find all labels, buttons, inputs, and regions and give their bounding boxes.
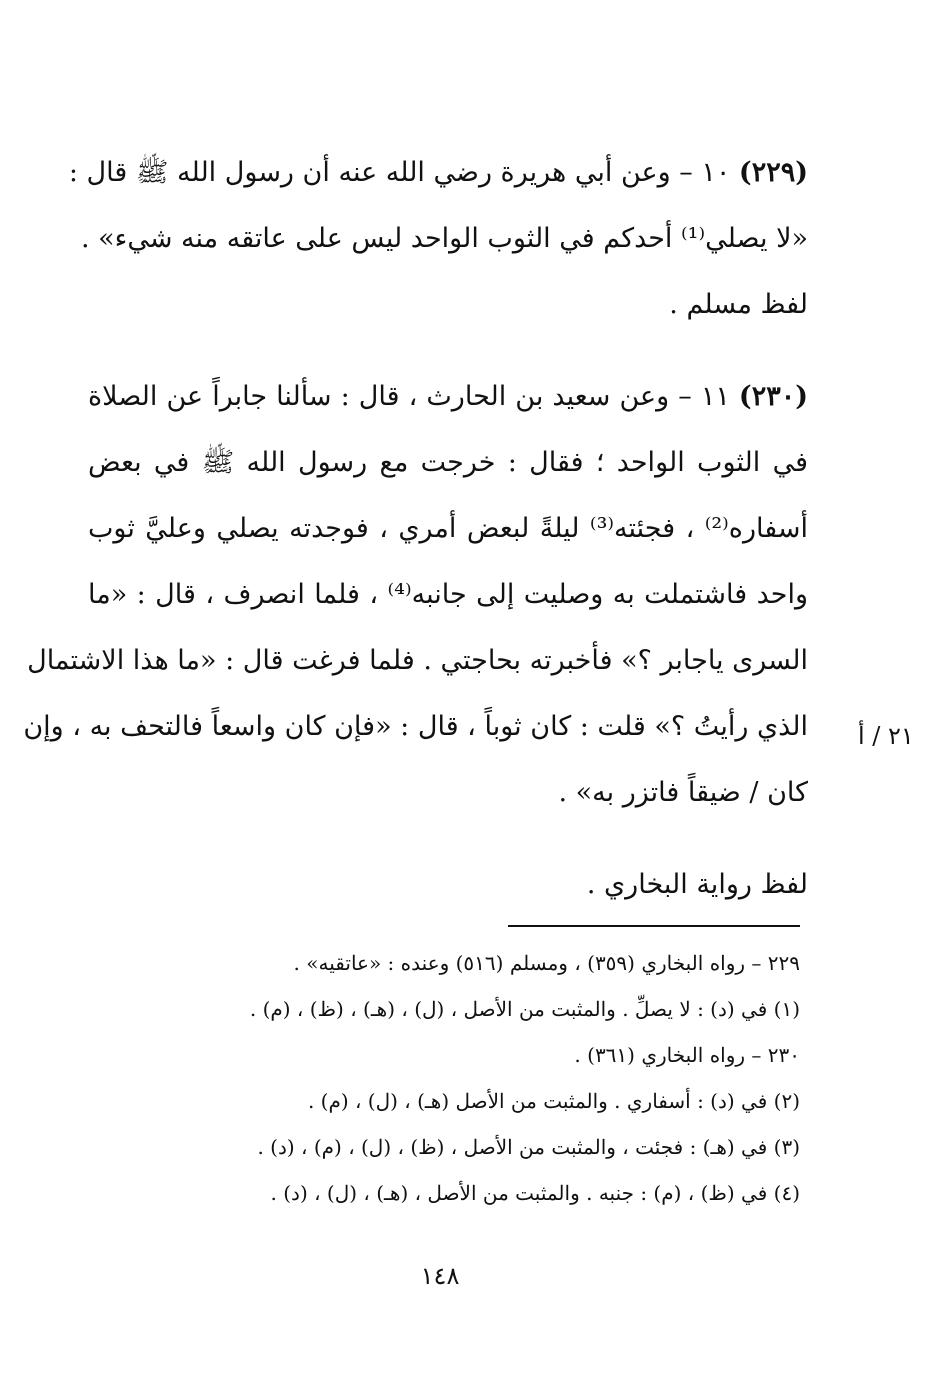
hadith-230-line-1: (٢٣٠) ١١ – وعن سعيد بن الحارث ، قال : سألنا جابراً عن الصلاة bbox=[88, 381, 808, 412]
hadith-229-number: (٢٢٩) bbox=[738, 157, 808, 188]
hadith-229 bbox=[68, 140, 808, 338]
footnote: (٣) في (هـ) : فجئت ، والمثبت من الأصل ، (ظ) ، (ل) ، (م) ، (د) . bbox=[257, 1135, 800, 1159]
footnote: ٢٢٩ – رواه البخاري (٣٥٩) ، ومسلم (٥١٦) وعنده : «عاتقيه» . bbox=[293, 951, 800, 975]
footnote: (٢) في (د) : أسفاري . والمثبت من الأصل (هـ) ، (ل) ، (م) . bbox=[307, 1089, 800, 1113]
hadith-230-line-2: في الثوب الواحد ؛ فقال : خرجت مع رسول الله ﷺ في بعض bbox=[88, 447, 808, 478]
footnote-divider bbox=[508, 925, 800, 927]
hadith-230-line-4: واحد فاشتملت به وصليت إلى جانبه⁽⁴⁾ ، فلما انصرف ، قال : «ما bbox=[88, 579, 808, 610]
footnote: (٤) في (ظ) ، (م) : جنبه . والمثبت من الأصل ، (هـ) ، (ل) ، (د) . bbox=[270, 1181, 800, 1205]
hadith-230-line-3: أسفاره⁽²⁾ ، فجئته⁽³⁾ ليلةً لبعض أمري ، فوجدته يصلي وعليَّ ثوب bbox=[88, 513, 808, 544]
footnotes bbox=[180, 940, 800, 1216]
hadith-230-number: (٢٣٠) bbox=[738, 381, 808, 412]
manuscript-folio-marker: ٢١ / أ bbox=[858, 722, 914, 750]
hadith-230-line-5: السرى ياجابر ؟» فأخبرته بحاجتي . فلما فرغت قال : «ما هذا الاشتمال bbox=[27, 645, 808, 676]
hadith-230 bbox=[23, 364, 808, 918]
paragraph-gap bbox=[88, 338, 808, 364]
hadith-229-line-1: (٢٢٩) ١٠ – وعن أبي هريرة رضي الله عنه أن رسول الله ﷺ قال : bbox=[68, 157, 808, 188]
footnote: (١) في (د) : لا يصلِّ . والمثبت من الأصل ، (ل) ، (هـ) ، (ظ) ، (م) . bbox=[249, 997, 800, 1021]
hadith-230-line-6: الذي رأيتُ ؟» قلت : كان ثوباً ، قال : «فإن كان واسعاً فالتحف به ، وإن bbox=[23, 711, 808, 742]
footnote: ٢٣٠ – رواه البخاري (٣٦١) . bbox=[574, 1043, 800, 1067]
hadith-229-line-2: «لا يصلي⁽¹⁾ أحدكم في الثوب الواحد ليس على عاتقه منه شيء» . bbox=[80, 223, 808, 254]
main-text bbox=[23, 140, 808, 918]
hadith-230-line-7: كان / ضيقاً فاتزر به» . bbox=[558, 777, 808, 808]
hadith-230-wording: لفظ رواية البخاري . bbox=[586, 869, 808, 900]
page-number: ١٤٨ bbox=[420, 1262, 460, 1290]
paragraph-gap bbox=[88, 826, 808, 852]
hadith-229-wording: لفظ مسلم . bbox=[669, 289, 808, 320]
